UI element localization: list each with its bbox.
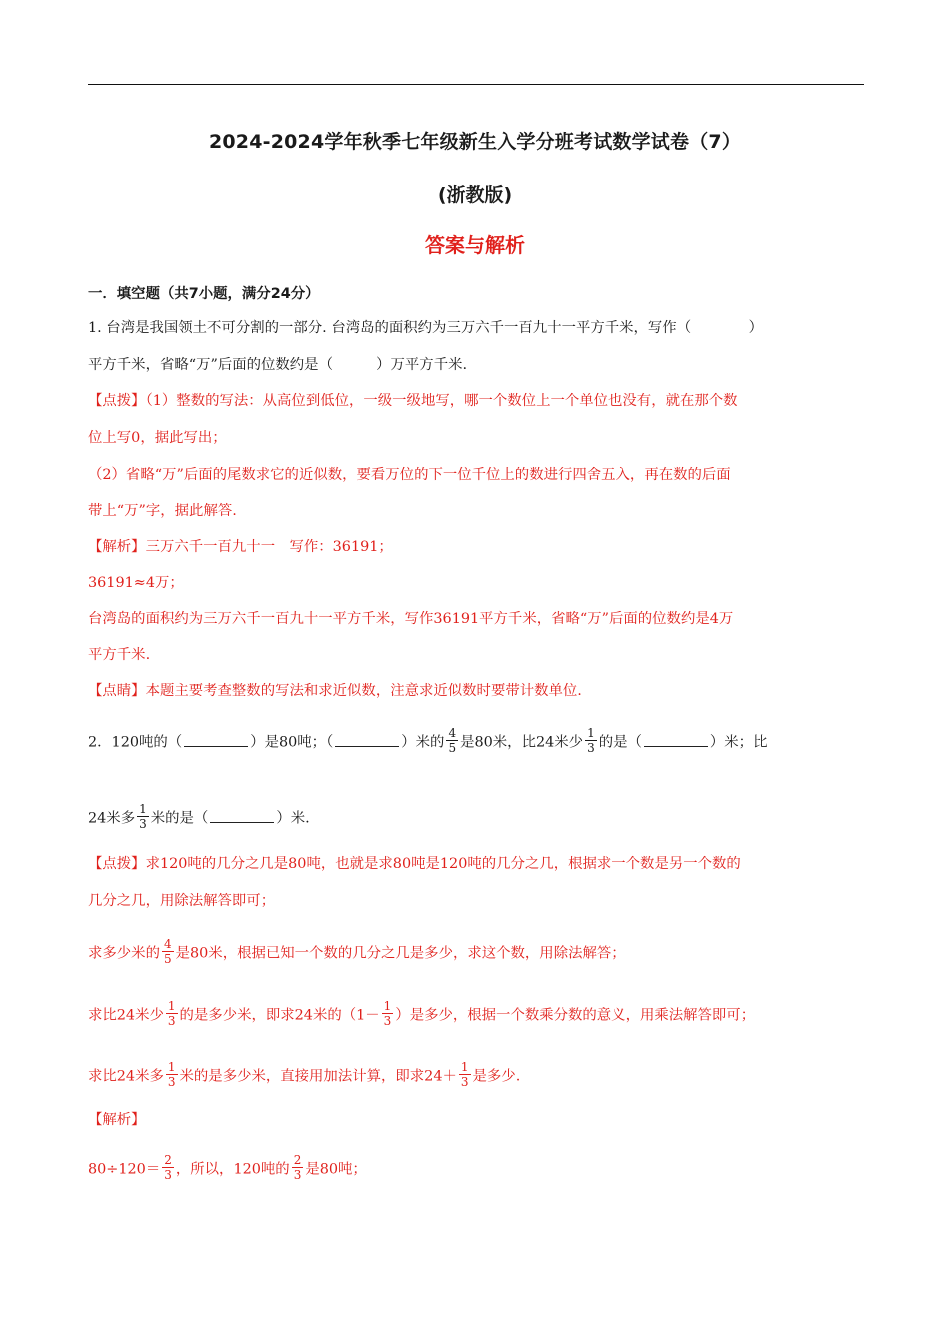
q2-solution-label: 【解析】: [88, 1112, 146, 1128]
q1-note: 【点睛】本题主要考查整数的写法和求近似数，注意求近似数时要带计数单位.: [88, 683, 582, 699]
q2-hint-3: 求多少米的 $\frac{4}{5}$ 是80米，根据已知一个数的几分之几是多少，求这个数，用除法解答；: [88, 937, 626, 966]
q2-text: ）米.: [276, 810, 310, 827]
q2-solution-1: 80÷120＝ $\frac{2}{3}$ ，所以，120吨的 $\frac{2}{3}$ 是80吨；: [88, 1153, 367, 1182]
q1-hint-2: 位上写0，据此写出；: [88, 430, 227, 446]
fraction-one-third: $\frac{1}{3}$: [167, 999, 176, 1028]
q2-hint-4: 求比24米少 $\frac{1}{3}$ 的是多少米，即求24米的（1－ $\frac{1}{3}$ ）是多少，根据一个数乘分数的意义，用乘法解答即可；: [88, 999, 756, 1028]
answer-blank: [184, 732, 248, 747]
fraction-one-third: $\frac{1}{3}$: [139, 802, 147, 831]
answer-title: 答案与解析: [425, 233, 525, 257]
q2-line-2: [88, 804, 864, 833]
q2-hint-5: 求比24米多 $\frac{1}{3}$ 米的是多少米，直接用加法计算，即求24＋ $\frac{1}{3}$ 是多少.: [88, 1060, 521, 1089]
q2-line-1: [88, 728, 864, 757]
q2-text: 24米多: [88, 810, 136, 827]
q1-solution-3: 台湾岛的面积约为三万六千一百九十一平方千米，写作36191平方千米，省略“万”后面的位数约是4万: [88, 611, 734, 627]
q1-hint-3: （2）省略“万”后面的尾数求它的近似数，要看万位的下一位千位上的数进行四舍五入，再在数的后面: [88, 467, 731, 483]
fraction-four-fifths: $\frac{4}{5}$: [163, 937, 172, 966]
q1-line-1: 1. 台湾是我国领土不可分割的一部分. 台湾岛的面积约为三万六千一百九十一平方千米，写作（ ）: [88, 320, 764, 336]
q2-hint-1: 【点拨】求120吨的几分之几是80吨，也就是求80吨是120吨的几分之几，根据求一个数是另一个数的: [88, 856, 741, 872]
header-rule: [88, 84, 864, 85]
q1-hint-4: 带上“万”字，据此解答.: [88, 503, 237, 519]
q2-text: ）米；比: [709, 734, 768, 751]
fraction-one-third: $\frac{1}{3}$: [460, 1060, 469, 1089]
page-title: 2024-2024学年秋季七年级新生入学分班考试数学试卷（7）: [208, 131, 742, 153]
q2-text: 2．120吨的（: [88, 734, 183, 751]
q2-hint-2: 几分之几，用除法解答即可；: [88, 893, 276, 909]
fraction-one-third: $\frac{1}{3}$: [587, 726, 595, 755]
q2-text: 米的是（: [150, 810, 209, 827]
section-heading: 一．填空题（共7小题，满分24分）: [88, 286, 320, 302]
fraction-two-thirds: $\frac{2}{3}$: [164, 1153, 172, 1182]
q2-text: ）是80吨；（: [250, 734, 334, 751]
q2-text: 是80米，比24米少: [460, 734, 584, 751]
q2-text: ）米的: [401, 734, 445, 751]
q1-line-2: 平方千米，省略“万”后面的位数约是（ ）万平方千米.: [88, 357, 468, 373]
answer-blank: [644, 732, 708, 747]
q1-hint-1: 【点拨】（1）整数的写法：从高位到低位，一级一级地写，哪一个数位上一个单位也没有，就在那个数: [88, 393, 738, 409]
q2-text: 的是（: [598, 734, 642, 751]
fraction-one-third: $\frac{1}{3}$: [383, 999, 392, 1028]
q1-solution-4: 平方千米.: [88, 647, 151, 663]
fraction-four-fifths: $\frac{4}{5}$: [448, 726, 457, 755]
q1-solution-2: 36191≈4万；: [88, 575, 184, 591]
answer-blank: [335, 732, 399, 747]
page-subtitle: (浙教版): [437, 184, 513, 206]
fraction-two-thirds: $\frac{2}{3}$: [293, 1153, 302, 1182]
q1-solution-1: 【解析】三万六千一百九十一 写作：36191；: [88, 539, 393, 555]
answer-blank: [210, 808, 274, 823]
fraction-one-third: $\frac{1}{3}$: [167, 1060, 176, 1089]
